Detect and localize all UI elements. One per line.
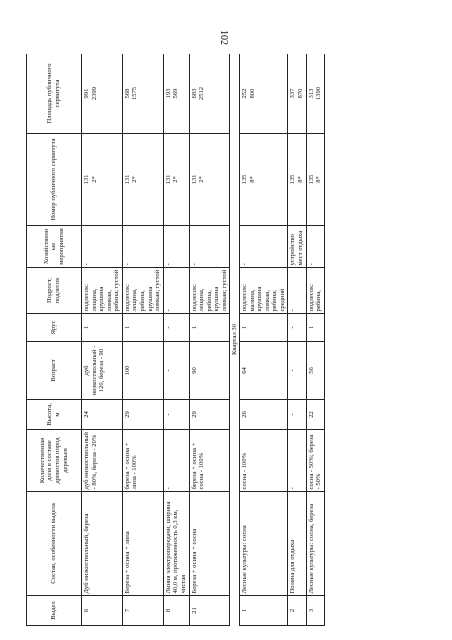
header-ploshad: Площадь публичного сервитута [27,54,82,134]
table-row [306,54,324,626]
cell-vozrast: 100 [122,342,163,400]
cell-vydel: 7 [122,596,163,626]
cell-nomer [189,134,230,226]
header-podrost: Подрост, подлесок [27,268,82,314]
nomer-value: 135 [289,174,297,185]
cell-nomer [163,134,189,226]
cell-hoz: - [189,226,230,268]
cell-vozrast: - [163,342,189,400]
table-header-row [27,54,82,626]
nomer-value: 131 [123,174,131,185]
cell-nomer [306,134,324,226]
cell-vydel: 3 [306,596,324,626]
cell-yarus: 1 [189,314,230,342]
cell-podrost: подлесок: рябина, [306,268,324,314]
header-nomer: Номер публичного сервитута [27,134,82,226]
cell-vozrast: 64 [239,342,287,400]
cell-yarus: 1 [122,314,163,342]
cell-hoz: - [306,226,324,268]
cell-dolya: береза + осина + сосна - 100% [189,430,230,492]
cell-vysota: 26 [239,400,287,430]
cell-ploshad [239,54,287,134]
cell-vozrast: 56 [306,342,324,400]
nomer-value: 135 [240,174,248,185]
cell-nomer [122,134,163,226]
ploshad-value: 2399 [90,86,98,101]
nomer-value: 131 [83,174,90,185]
ploshad-value: 252 [240,88,248,99]
table-row [189,54,230,626]
cell-ploshad [306,54,324,134]
cell-sostav: Поляна для отдыха [288,492,306,596]
header-dolya: Количественная доля в составе древостоя пород деревьев [27,430,82,492]
cell-ploshad [163,54,189,134]
header-sostav: Состав, особенности выдела [27,492,82,596]
ploshad-value: 568 [123,88,131,99]
table-row [82,54,123,626]
cell-dolya: - [163,430,189,492]
cell-vysota: 29 [189,400,230,430]
cell-sostav: Лесные культуры: сосна, береза [306,492,324,596]
ploshad-value: 683 [190,88,198,99]
cell-dolya: дуб низкоствольный - 80%, береза - 20% [82,430,123,492]
cell-nomer [239,134,287,226]
cell-hoz: - [122,226,163,268]
cell-dolya: сосна - 50%; береза - 50% [306,430,324,492]
cell-ploshad [288,54,306,134]
nomer-value: 135 [307,174,315,185]
cell-podrost: подлесок: лещина, рябина, крушина ломкая; густой [122,268,163,314]
cell-hoz: - [239,226,287,268]
ploshad-value: 991 [83,88,90,99]
nomer-value: 131 [164,174,172,185]
cell-vydel: 21 [189,596,230,626]
cell-vydel: 2 [288,596,306,626]
nomer-value: 8* [297,176,305,183]
nomer-value: 2* [198,176,206,183]
cell-ploshad [122,54,163,134]
table-row [163,54,189,626]
ploshad-value: 870 [297,88,305,99]
rotated-table-wrapper [26,54,426,626]
cell-vozrast: - [288,342,306,400]
cell-ploshad [82,54,123,134]
cell-vydel: 1 [239,596,287,626]
cell-vydel: 6 [82,596,123,626]
ploshad-value: 1575 [131,86,139,101]
quarter-label: Квартал 30 [230,54,240,626]
cell-vysota: 29 [122,400,163,430]
cell-yarus: 1 [82,314,123,342]
ploshad-value: 313 [307,88,315,99]
cell-nomer [288,134,306,226]
header-vozrast: Возраст [27,342,82,400]
ploshad-value: 2512 [198,86,206,101]
cell-ploshad [189,54,230,134]
cell-hoz: - [82,226,123,268]
nomer-value: 2* [131,176,139,183]
cell-nomer [82,134,123,226]
document-sheet [26,54,426,626]
header-yarus: Ярус [27,314,82,342]
ploshad-value: 337 [289,88,297,99]
cell-podrost: подлесок: лещина, крушина ломкая, рябина; густой [82,268,123,314]
cell-yarus: 1 [306,314,324,342]
cell-sostav: Дуб низкоствольный, береза [82,492,123,596]
quarter-row [230,54,240,626]
nomer-value: 131 [190,174,198,185]
cell-vysota: - [288,400,306,430]
forest-table [26,54,325,626]
nomer-value: 2* [172,176,180,183]
header-vysota: Высота, м [27,400,82,430]
table-row [288,54,306,626]
header-vydel: Выдел [27,596,82,626]
table-row [239,54,287,626]
cell-yarus: 1 [239,314,287,342]
cell-podrost: - [163,268,189,314]
header-hoz: Хозяйственные мероприятия [27,226,82,268]
cell-vysota: 24 [82,400,123,430]
cell-sostav: Береза + осина + сосна [189,492,230,596]
cell-vysota: - [163,400,189,430]
cell-podrost: подлесок: лещина, рябина, крушина ломкая; густой [189,268,230,314]
cell-vysota: 22 [306,400,324,430]
ploshad-value: 800 [248,88,256,99]
ploshad-value: 1390 [315,86,323,101]
cell-yarus: - [288,314,306,342]
cell-yarus: - [163,314,189,342]
cell-hoz: - [163,226,189,268]
cell-podrost: - [288,268,306,314]
nomer-value: 8* [248,176,256,183]
nomer-value: 2* [90,176,98,183]
cell-sostav: Береза + осина + липа [122,492,163,596]
ploshad-value: 569 [172,88,180,99]
ploshad-value: 193 [164,88,172,99]
cell-podrost: подлесок: малина, крушина ломкая, рябина; средний [239,268,287,314]
cell-vozrast: 90 [189,342,230,400]
cell-vydel: 8 [163,596,189,626]
cell-vozrast: дуб низкоствольный - 120, береза - 90 [82,342,123,400]
cell-sostav: Лесные культуры: сосна [239,492,287,596]
cell-dolya: - [288,430,306,492]
cell-hoz: устройство мест отдыха [288,226,306,268]
cell-dolya: сосна - 100% [239,430,287,492]
nomer-value: 8* [315,176,323,183]
cell-dolya: береза + осина + липа - 100% [122,430,163,492]
cell-sostav: Линия электропередачи, ширина 40,0 м, протяженность 0,3 км, чистая [163,492,189,596]
table-body [82,54,325,626]
page-number: 102 [218,30,229,45]
table-row [122,54,163,626]
